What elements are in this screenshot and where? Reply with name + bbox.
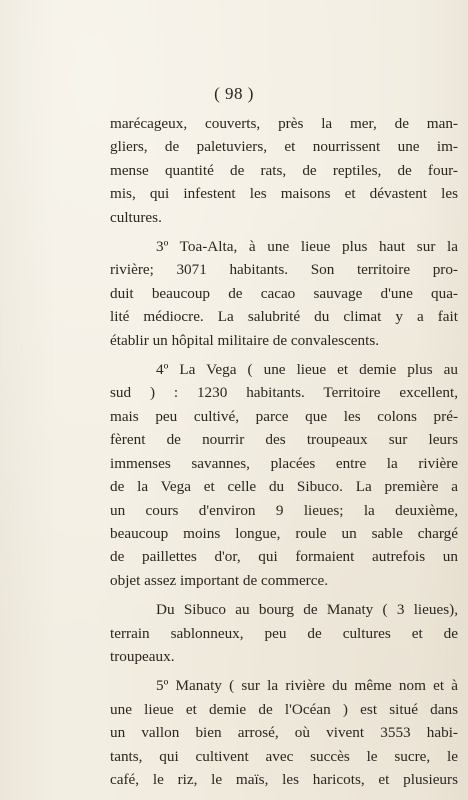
- text-line: de paillettes d'or, qui formaient autrefois un: [110, 548, 458, 566]
- text-line: mais peu cultivé, parce que les colons pré-: [110, 407, 458, 425]
- page-number: ( 98 ): [214, 84, 254, 103]
- text-line: rivière; 3071 habitants. Son territoire pro-: [110, 261, 458, 279]
- text-line: objet assez important de commerce.: [110, 571, 329, 589]
- text-line: immenses savannes, placées entre la rivière: [110, 454, 458, 472]
- text-line: lité médiocre. La salubrité du climat y a fait: [110, 308, 458, 326]
- text-line: troupeaux.: [110, 647, 175, 665]
- text-line: fèrent de nourrir des troupeaux sur leurs: [110, 431, 458, 449]
- text-line: duit beaucoup de cacao sauvage d'une qua-: [110, 284, 458, 302]
- text-line: 3º Toa-Alta, à une lieue plus haut sur la: [156, 238, 458, 256]
- paragraph-1: [110, 112, 458, 229]
- text-line: Du Sibuco au bourg de Manaty ( 3 lieues),: [156, 601, 458, 619]
- text-line: gliers, de paletuviers, et nourrissent une im-: [110, 138, 458, 156]
- paragraph-2: [110, 235, 458, 352]
- text-line: marécageux, couverts, près la mer, de man-: [110, 115, 458, 132]
- text-line: un vallon bien arrosé, où vivent 3553 habi-: [110, 724, 458, 742]
- text-line: 4º La Vega ( une lieue et demie plus au: [156, 361, 458, 379]
- body-text: [110, 112, 458, 791]
- text-line: une lieue et demie de l'Océan ) est situé dans: [110, 700, 458, 718]
- text-line: tants, qui cultivent avec succès le sucre, le: [110, 747, 458, 765]
- paragraph-4: [110, 598, 458, 668]
- text-line: un cours d'environ 9 lieues; la deuxième,: [110, 501, 458, 519]
- paragraph-5: [110, 674, 458, 791]
- text-line: beaucoup moins longue, roule un sable chargé: [110, 524, 458, 542]
- text-line: cultures.: [110, 208, 162, 226]
- text-line: mense quantité de rats, de reptiles, de four-: [110, 161, 458, 179]
- text-line: terrain sablonneux, peu de cultures et de: [110, 624, 458, 642]
- text-line: mis, qui infestent les maisons et dévastent les: [110, 185, 458, 203]
- text-line: 5º Manaty ( sur la rivière du même nom et à: [156, 677, 458, 695]
- text-line: sud ) : 1230 habitants. Territoire excellent,: [110, 384, 458, 402]
- text-line: de la Vega et celle du Sibuco. La première a: [110, 478, 458, 496]
- text-line: établir un hôpital militaire de convalescents.: [110, 331, 380, 349]
- paragraph-3: [110, 358, 458, 592]
- text-line: café, le riz, le maïs, les haricots, et plusieurs: [110, 770, 458, 788]
